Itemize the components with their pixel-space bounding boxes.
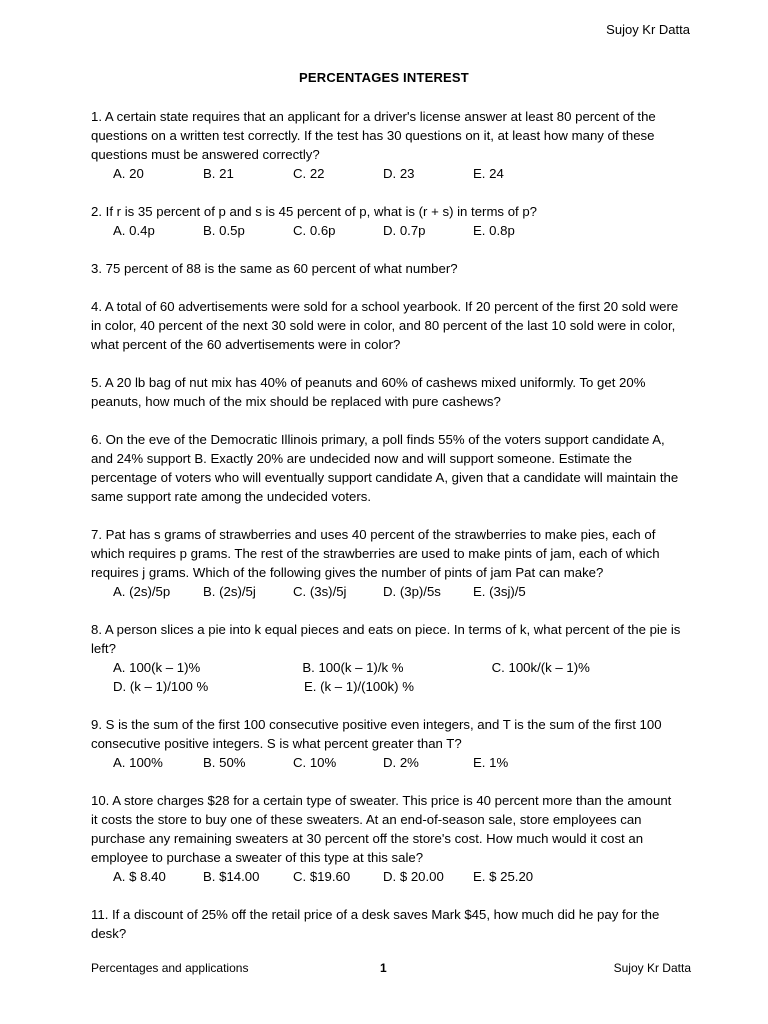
question-text: 8. A person slices a pie into k equal pieces and eats on piece. In terms of k, what percent of the pie is left?: [91, 622, 681, 656]
answer-options: [91, 867, 681, 886]
question-3: [91, 259, 681, 278]
question-text: 10. A store charges $28 for a certain type of sweater. This price is 40 percent more than the amount it costs the store to buy one of these sweaters. At an end-of-season sale, store employees can purchase any remaining sweaters at 30 percent off the store's cost. How much would it cost an employee to purchase a sweater of this type at this sale?: [91, 793, 672, 865]
question-text: 6. On the eve of the Democratic Illinois primary, a poll finds 55% of the voters support candidate A, and 24% support B. Exactly 20% are undecided now and will support someone. Estimate the percentage of voters who will eventually support candidate A, given that a candidate will maintain the same support rate among the undecided voters.: [91, 432, 679, 504]
header-author: Sujoy Kr Datta: [606, 22, 690, 37]
question-text: 4. A total of 60 advertisements were sold for a school yearbook. If 20 percent of the first 20 sold were in color, 40 percent of the next 30 sold were in color, and 80 percent of the last 10 sold were in color, what percent of the 60 advertisements were in color?: [91, 299, 679, 352]
question-11: [91, 905, 681, 943]
option-c: C. 100k/(k – 1)%: [491, 660, 590, 675]
answer-options-row-2: [91, 677, 681, 696]
option-c: C. 22: [293, 166, 325, 181]
page-title: PERCENTAGES INTEREST: [299, 70, 469, 85]
question-10: [91, 791, 681, 886]
option-b: B. 21: [203, 166, 234, 181]
question-6: [91, 430, 681, 506]
option-d: D. 23: [383, 166, 415, 181]
option-b: B. 0.5p: [203, 223, 245, 238]
question-text: 5. A 20 lb bag of nut mix has 40% of peanuts and 60% of cashews mixed uniformly. To get 20% peanuts, how much of the mix should be replaced with pure cashews?: [91, 375, 646, 409]
question-8: [91, 620, 681, 696]
questions-list: [91, 107, 681, 962]
option-d: D. (3p)/5s: [383, 584, 441, 599]
question-7: [91, 525, 681, 601]
option-a: A. 0.4p: [113, 223, 155, 238]
option-a: A. 20: [113, 166, 144, 181]
option-c: C. $19.60: [293, 869, 351, 884]
question-9: [91, 715, 681, 772]
option-c: C. 10%: [293, 755, 337, 770]
option-e: E. (k – 1)/(100k) %: [304, 679, 414, 694]
option-e: E. (3sj)/5: [473, 584, 526, 599]
question-5: [91, 373, 681, 411]
option-e: E. 24: [473, 166, 504, 181]
option-a: A. 100%: [113, 755, 163, 770]
footer-left: Percentages and applications: [91, 961, 249, 975]
answer-options: [91, 582, 681, 601]
answer-options: [91, 221, 681, 240]
question-text: 3. 75 percent of 88 is the same as 60 percent of what number?: [91, 261, 458, 276]
question-text: 2. If r is 35 percent of p and s is 45 percent of p, what is (r + s) in terms of p?: [91, 204, 538, 219]
option-b: B. 100(k – 1)/k %: [302, 660, 404, 675]
option-d: D. (k – 1)/100 %: [113, 679, 209, 694]
option-a: A. (2s)/5p: [113, 584, 171, 599]
option-e: E. $ 25.20: [473, 869, 534, 884]
option-c: C. (3s)/5j: [293, 584, 347, 599]
page-number: 1: [380, 961, 387, 975]
answer-options: [91, 753, 681, 772]
option-e: E. 0.8p: [473, 223, 515, 238]
answer-options-row-1: [91, 658, 681, 677]
option-d: D. 0.7p: [383, 223, 426, 238]
option-e: E. 1%: [473, 755, 509, 770]
question-1: [91, 107, 681, 183]
option-d: D. 2%: [383, 755, 419, 770]
question-text: 9. S is the sum of the first 100 consecutive positive even integers, and T is the sum of the first 100 consecutive positive integers. S is what percent greater than T?: [91, 717, 662, 751]
answer-options: [91, 164, 681, 183]
option-b: B. $14.00: [203, 869, 260, 884]
question-text: 7. Pat has s grams of strawberries and uses 40 percent of the strawberries to make pies, each of which requires p grams. The rest of the strawberries are used to make pints of jam, each of which requires j grams. Which of the following gives the number of pints of jam Pat can make?: [91, 527, 660, 580]
option-a: A. 100(k – 1)%: [113, 660, 201, 675]
option-a: A. $ 8.40: [113, 869, 166, 884]
option-c: C. 0.6p: [293, 223, 336, 238]
question-4: [91, 297, 681, 354]
question-text: 11. If a discount of 25% off the retail price of a desk saves Mark $45, how much did he pay for the desk?: [91, 907, 660, 941]
footer-author: Sujoy Kr Datta: [613, 961, 691, 975]
question-2: [91, 202, 681, 240]
option-d: D. $ 20.00: [383, 869, 444, 884]
option-b: B. (2s)/5j: [203, 584, 256, 599]
question-text: 1. A certain state requires that an applicant for a driver's license answer at least 80 percent of the questions on a written test correctly. If the test has 30 questions on it, at least how many of these questions must be answered correctly?: [91, 109, 656, 162]
option-b: B. 50%: [203, 755, 246, 770]
